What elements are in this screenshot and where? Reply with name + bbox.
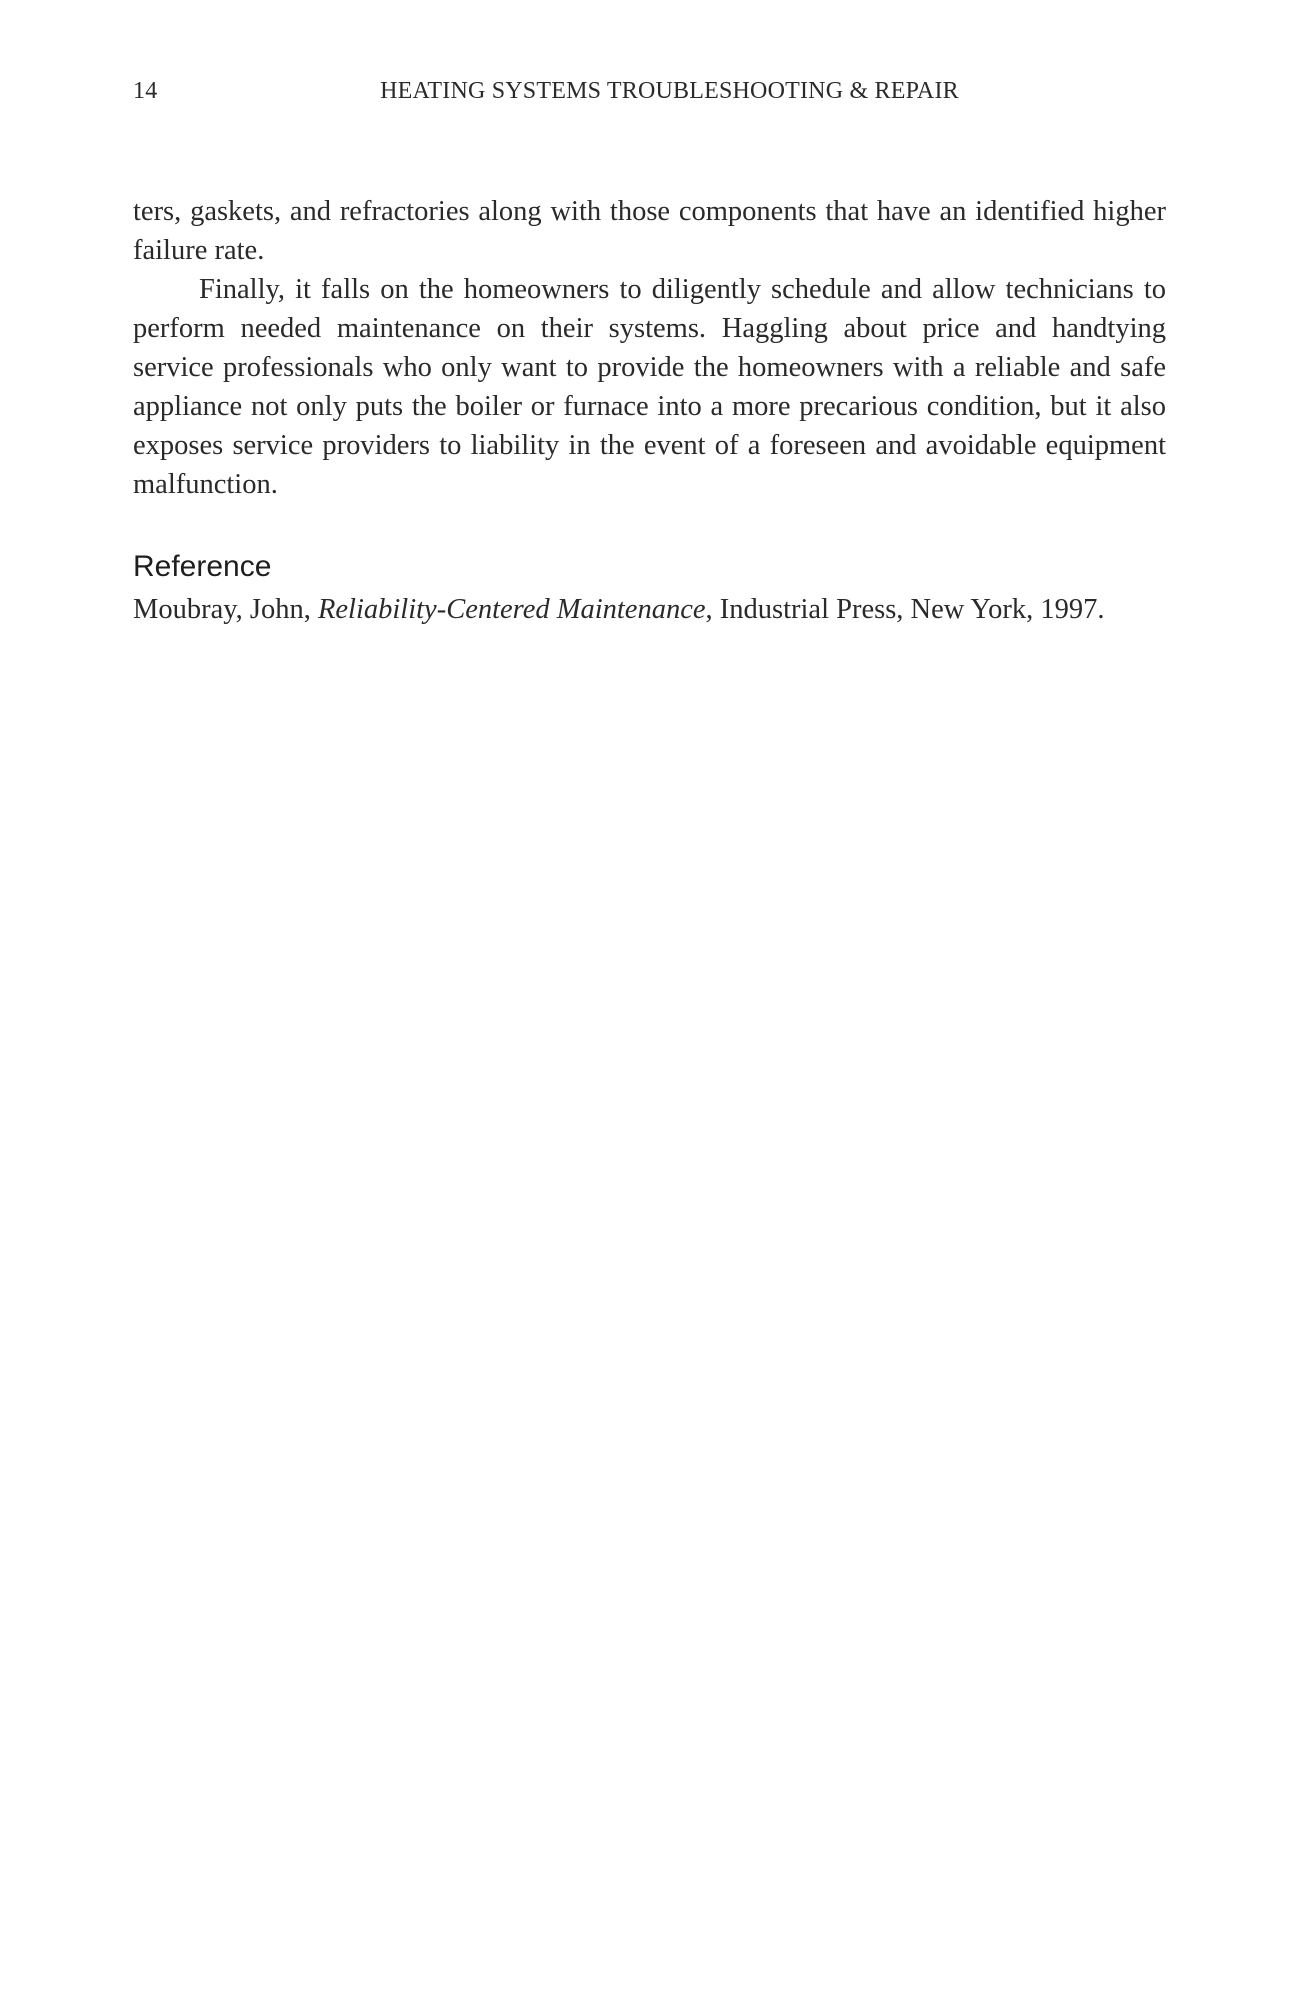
running-title: HEATING SYSTEMS TROUBLESHOOTING & REPAIR: [380, 78, 959, 104]
running-head: [133, 78, 1166, 108]
reference-title: Reliability-Centered Maintenance: [317, 594, 706, 625]
main-text: [133, 192, 1166, 629]
reference-publisher: , Industrial Press, New York, 1997.: [705, 594, 1105, 625]
reference-entry: [133, 590, 1166, 629]
page-number: 14: [133, 78, 158, 104]
reference-heading: Reference: [133, 550, 272, 583]
paragraph-finally: Finally, it falls on the homeowners to diligently schedule and allow technicians to perform needed maintenance on their systems. Haggling about price and handtying service professionals who only want to provide the homeowners with a reliable and safe appliance not only puts the boiler or furnace into a more precarious condition, but it also exposes service providers to liability in the event of a foreseen and avoidable equipment malfunction.: [133, 274, 1166, 500]
reference-author: Moubray, John,: [133, 594, 318, 625]
paragraph-continued: ters, gaskets, and refractories along with those components that have an identified higher failure rate.: [133, 196, 1166, 266]
